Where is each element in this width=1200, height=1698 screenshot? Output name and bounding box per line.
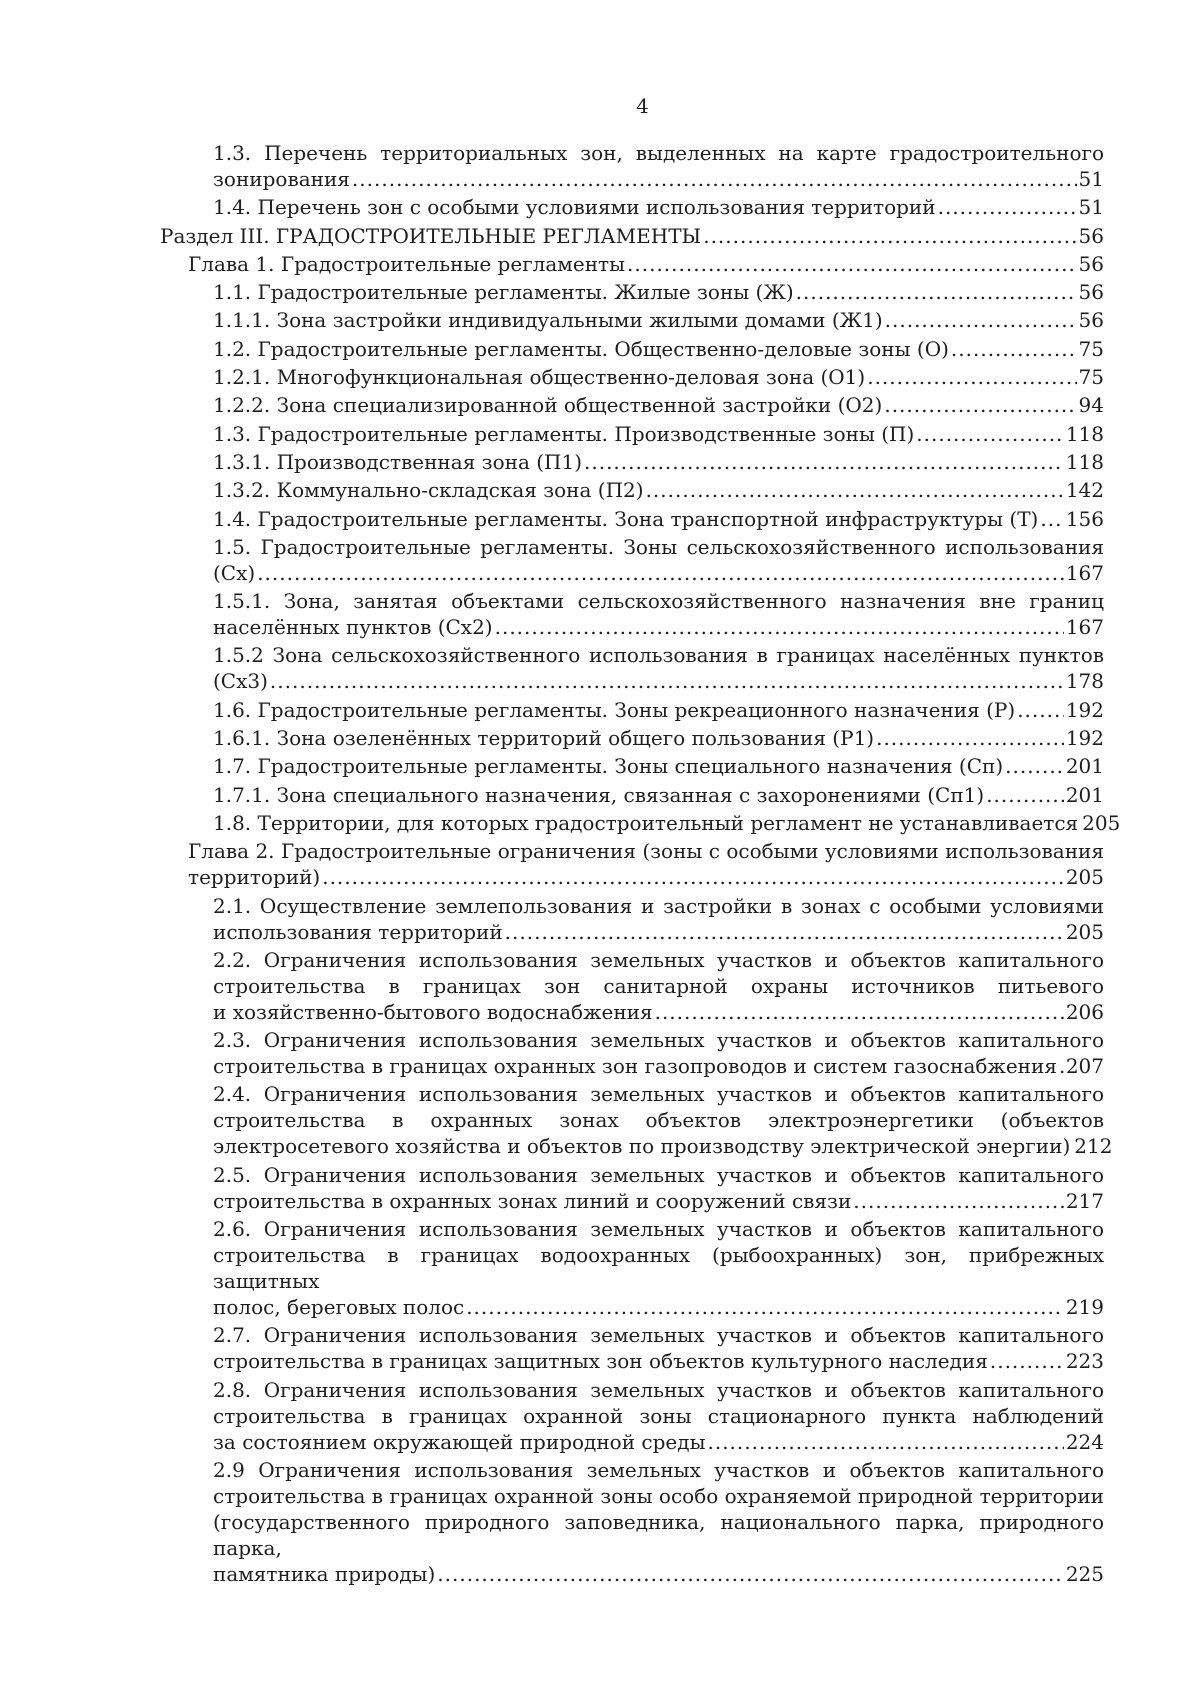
toc-entry-line: строительства в границах зон санитарной охраны источников питьевого — [213, 973, 1104, 998]
toc-entry — [0, 140, 1200, 192]
dot-leader — [627, 251, 1077, 277]
toc-entry-title: 1.8. Территории, для которых градостроительный регламент не устанавливается — [213, 810, 1079, 835]
dot-leader — [951, 336, 1077, 362]
toc-entry-line: 1.3. Перечень территориальных зон, выделенных на карте градостроительного — [213, 141, 1104, 165]
toc-entry-page-number: 205 — [1065, 865, 1104, 890]
toc-entry-page-number: 56 — [1078, 251, 1104, 276]
toc-entry-title: 1.2.1. Многофункциональная общественно-деловая зона (О1) — [213, 365, 866, 390]
toc-entry-page-number: 167 — [1065, 615, 1104, 640]
toc-entry-leader-line — [213, 336, 1104, 362]
toc-entry-leader-line — [213, 1294, 1104, 1320]
toc-entry-line: 2.3. Ограничения использования земельных участков и объектов капитального — [213, 1028, 1104, 1053]
toc-entry-line: строительства в охранных зонах объектов электроэнергетики (объектов — [213, 1108, 1104, 1133]
toc-entry-title: строительства в охранных зонах линий и сооружений связи — [213, 1188, 852, 1213]
dot-leader — [1059, 1053, 1064, 1079]
toc-entry-title: 1.3. Градостроительные регламенты. Производственные зоны (П) — [213, 421, 915, 446]
toc-entry-page-number: 201 — [1065, 754, 1104, 779]
toc-entry-title: 1.3.1. Производственная зона (П1) — [213, 449, 582, 474]
dot-leader — [703, 223, 1076, 249]
toc-entry-page-number: 205 — [1082, 810, 1121, 835]
toc-entry-title: 1.1.1. Зона застройки индивидуальными жилыми домами (Ж1) — [213, 308, 883, 333]
toc-entry-title: (Сх3) — [213, 669, 268, 694]
toc-entry-title: строительства в границах защитных зон объектов культурного наследия — [213, 1349, 988, 1374]
toc-entry-line: 2.5. Ограничения использования земельных участков и объектов капитального — [213, 1162, 1104, 1187]
toc-entry-page-number: 51 — [1078, 195, 1104, 220]
toc-entry — [0, 421, 1200, 447]
dot-leader — [938, 194, 1077, 220]
dot-leader — [990, 1348, 1064, 1374]
toc-entry-page-number: 178 — [1065, 669, 1104, 694]
toc-entry — [0, 810, 1200, 836]
toc-entry-line: 2.2. Ограничения использования земельных участков и объектов капитального — [213, 947, 1104, 972]
toc-entry-page-number: 225 — [1065, 1561, 1104, 1586]
toc-entry-leader-line — [213, 782, 1104, 808]
dot-leader — [505, 919, 1064, 945]
toc-entry-page-number: 118 — [1065, 421, 1104, 446]
toc-entry-title: использования территорий — [213, 919, 503, 944]
toc-entry-line: 2.7. Ограничения использования земельных участков и объектов капитального — [213, 1323, 1104, 1348]
toc-entry-line: 2.4. Ограничения использования земельных участков и объектов капитального — [213, 1082, 1104, 1107]
toc-entry-leader-line — [213, 1429, 1104, 1455]
toc-entry — [0, 194, 1200, 220]
dot-leader — [876, 725, 1064, 751]
toc-entry-leader-line — [213, 1133, 1113, 1159]
toc-entry-page-number: 142 — [1065, 478, 1104, 503]
toc-entry-title: 1.1. Градостроительные регламенты. Жилые зоны (Ж) — [213, 280, 794, 305]
toc-entry-page-number: 192 — [1065, 697, 1104, 722]
dot-leader — [437, 1561, 1064, 1587]
toc-entry-page-number: 56 — [1078, 280, 1104, 305]
toc-entry — [0, 1162, 1200, 1214]
toc-entry-page-number: 94 — [1078, 393, 1104, 418]
toc-entry-title: 1.4. Перечень зон с особыми условиями использования территорий — [213, 195, 936, 220]
toc-entry-leader-line — [213, 697, 1104, 723]
toc-entry-page-number: 167 — [1065, 560, 1104, 585]
toc-entry-line: 1.5. Градостроительные регламенты. Зоны сельскохозяйственного использования — [213, 534, 1104, 559]
dot-leader — [495, 614, 1064, 640]
toc-entry-leader-line — [188, 864, 1104, 890]
toc-entry — [0, 223, 1200, 249]
toc-entry-page-number: 51 — [1078, 167, 1104, 191]
toc-entry-leader-line — [213, 1053, 1104, 1079]
toc-entry — [0, 1216, 1200, 1320]
toc-entry-line: Глава 2. Градостроительные ограничения (зоны с особыми условиями использования — [188, 839, 1104, 864]
toc-entry — [0, 642, 1200, 694]
toc-entry-title: за состоянием окружающей природной среды — [213, 1429, 706, 1454]
toc-entry-leader-line — [213, 421, 1104, 447]
toc-entry — [0, 1457, 1200, 1587]
toc-entry — [0, 364, 1200, 390]
page-number: 4 — [636, 94, 649, 118]
toc-entry-line: 2.1. Осуществление землепользования и застройки в зонах с особыми условиями — [213, 893, 1104, 918]
toc-entry-line: строительства в границах охранной зоны стационарного пункта наблюдений — [213, 1403, 1104, 1428]
toc-entry-title: и хозяйственно-бытового водоснабжения — [213, 999, 653, 1024]
dot-leader — [352, 166, 1077, 192]
toc-entry — [0, 838, 1200, 890]
dot-leader — [1017, 697, 1064, 723]
toc-entry-title: 1.2.2. Зона специализированной общественной застройки (О2) — [213, 393, 883, 418]
toc-entry-page-number: 206 — [1065, 999, 1104, 1024]
dot-leader — [796, 279, 1077, 305]
toc-entry — [0, 947, 1200, 1025]
toc-entry — [0, 307, 1200, 333]
toc-entry-line: (государственного природного заповедника, национального парка, природного парка, — [213, 1509, 1104, 1560]
toc-entry-leader-line — [213, 725, 1104, 751]
dot-leader — [257, 560, 1064, 586]
toc-entry-title: Глава 1. Градостроительные регламенты — [188, 251, 626, 276]
toc-entry-page-number: 75 — [1078, 336, 1104, 361]
dot-leader — [707, 1429, 1063, 1455]
toc-entry-title: (Сх) — [213, 560, 256, 585]
toc-entry — [0, 697, 1200, 723]
toc-entry-leader-line — [213, 1561, 1104, 1587]
toc-entry-leader-line — [213, 279, 1104, 305]
dot-leader — [1040, 506, 1063, 532]
toc-entry-line: 2.8. Ограничения использования земельных участков и объектов капитального — [213, 1377, 1104, 1402]
dot-leader — [884, 392, 1076, 418]
toc-entry-leader-line — [213, 919, 1104, 945]
toc-entry-leader-line — [213, 392, 1104, 418]
toc-entry-page-number: 219 — [1065, 1295, 1104, 1320]
toc-entry-leader-line — [213, 668, 1104, 694]
toc-entry-page-number: 224 — [1065, 1429, 1104, 1454]
toc-entry-leader-line — [213, 1188, 1104, 1214]
toc-entry-title: 1.7.1. Зона специального назначения, связанная с захоронениями (Сп1) — [213, 782, 985, 807]
dot-leader — [322, 864, 1064, 890]
toc-entry-page-number: 118 — [1065, 449, 1104, 474]
toc-entry-page-number: 207 — [1065, 1054, 1104, 1079]
dot-leader — [853, 1188, 1064, 1214]
toc-entry-title: памятника природы) — [213, 1561, 436, 1586]
toc-entry-page-number: 192 — [1065, 726, 1104, 751]
dot-leader — [270, 668, 1064, 694]
toc-entry-title: строительства в границах охранных зон газопроводов и систем газоснабжения — [213, 1054, 1057, 1079]
dot-leader — [466, 1294, 1064, 1320]
toc-entry-title: Раздел III. ГРАДОСТРОИТЕЛЬНЫЕ РЕГЛАМЕНТЫ — [160, 223, 702, 248]
toc-entry-title: зонирования — [213, 167, 350, 191]
toc-entry-leader-line — [188, 251, 1104, 277]
toc-entry-line: 2.9 Ограничения использования земельных участков и объектов капитального — [213, 1457, 1104, 1482]
toc-entry-page-number: 205 — [1065, 919, 1104, 944]
toc-entry — [0, 725, 1200, 751]
toc-entry-title: 1.4. Градостроительные регламенты. Зона транспортной инфраструктуры (Т) — [213, 506, 1039, 531]
toc-entry-title: территорий) — [188, 865, 321, 890]
toc-entry-leader-line — [213, 449, 1104, 475]
toc-entry-leader-line — [213, 477, 1104, 503]
toc-entry-page-number: 75 — [1078, 365, 1104, 390]
toc-entry-title: полос, береговых полос — [213, 1295, 465, 1320]
toc-entry-page-number: 56 — [1078, 308, 1104, 333]
table-of-contents — [0, 140, 1200, 1589]
toc-entry-title: 1.6. Градостроительные регламенты. Зоны рекреационного назначения (Р) — [213, 697, 1016, 722]
dot-leader — [986, 782, 1064, 808]
toc-entry-title: электросетевого хозяйства и объектов по производству электрической энергии) — [213, 1134, 1071, 1159]
toc-entry — [0, 336, 1200, 362]
dot-leader — [655, 999, 1064, 1025]
toc-entry — [0, 534, 1200, 586]
toc-entry — [0, 782, 1200, 808]
toc-entry-leader-line — [213, 364, 1104, 390]
toc-entry-leader-line — [213, 1348, 1104, 1374]
toc-entry-leader-line — [213, 560, 1104, 586]
toc-entry-title: 1.2. Градостроительные регламенты. Общественно-деловые зоны (О) — [213, 336, 949, 361]
toc-entry-leader-line — [213, 999, 1104, 1025]
toc-entry-leader-line — [160, 223, 1104, 249]
toc-entry — [0, 392, 1200, 418]
dot-leader — [584, 449, 1064, 475]
toc-entry-page-number: 223 — [1065, 1349, 1104, 1374]
dot-leader — [646, 477, 1064, 503]
toc-entry — [0, 279, 1200, 305]
toc-entry — [0, 893, 1200, 945]
toc-entry-leader-line — [213, 810, 1121, 836]
toc-entry-leader-line — [213, 753, 1104, 779]
toc-entry-line: строительства в границах водоохранных (рыбоохранных) зон, прибрежных защитных — [213, 1243, 1104, 1294]
toc-entry — [0, 588, 1200, 640]
dot-leader — [916, 421, 1064, 447]
toc-entry — [0, 477, 1200, 503]
toc-entry-page-number: 217 — [1065, 1188, 1104, 1213]
dot-leader — [885, 307, 1077, 333]
toc-entry-title: населённых пунктов (Сх2) — [213, 615, 493, 640]
toc-entry-leader-line — [213, 506, 1104, 532]
toc-entry-page-number: 156 — [1065, 506, 1104, 531]
dot-leader — [867, 364, 1076, 390]
toc-entry-line: строительства в границах охранной зоны особо охраняемой природной территории — [213, 1483, 1104, 1508]
toc-entry — [0, 753, 1200, 779]
toc-entry-leader-line — [213, 614, 1104, 640]
toc-entry — [0, 1081, 1200, 1159]
toc-entry — [0, 251, 1200, 277]
toc-entry-title: 1.7. Градостроительные регламенты. Зоны специального назначения (Сп) — [213, 754, 1004, 779]
toc-entry-leader-line — [213, 194, 1104, 220]
toc-entry-line: 2.6. Ограничения использования земельных участков и объектов капитального — [213, 1217, 1104, 1242]
toc-entry-page-number: 201 — [1065, 782, 1104, 807]
toc-entry — [0, 1027, 1200, 1079]
toc-entry-title: 1.3.2. Коммунально-складская зона (П2) — [213, 478, 644, 503]
dot-leader — [1005, 753, 1064, 779]
toc-entry — [0, 1377, 1200, 1455]
toc-entry-page-number: 56 — [1078, 223, 1104, 248]
toc-entry-leader-line — [213, 307, 1104, 333]
toc-entry-title: 1.6.1. Зона озеленённых территорий общего пользования (Р1) — [213, 726, 875, 751]
toc-entry — [0, 1322, 1200, 1374]
toc-entry-line: 1.5.2 Зона сельскохозяйственного использования в границах населённых пунктов — [213, 643, 1104, 668]
toc-entry-leader-line — [213, 166, 1104, 192]
toc-entry-page-number: 212 — [1074, 1134, 1113, 1159]
toc-entry — [0, 449, 1200, 475]
toc-entry-line: 1.5.1. Зона, занятая объектами сельскохозяйственного назначения вне границ — [213, 589, 1104, 614]
toc-entry — [0, 506, 1200, 532]
